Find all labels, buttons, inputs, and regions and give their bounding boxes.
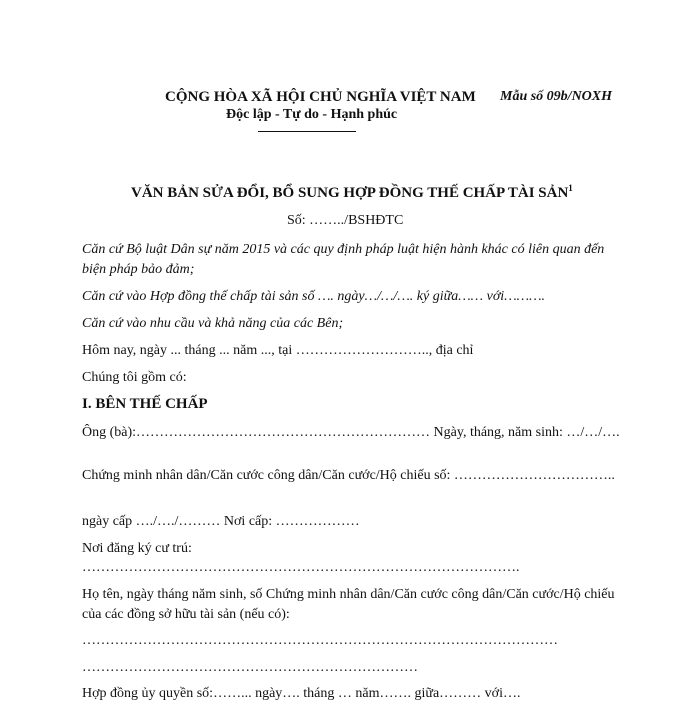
authorization-contract-field: Hợp đồng ủy quyền số:……... ngày…. tháng … năm……. giữa……… với…. [82, 686, 521, 701]
form-number: Mẫu số 09b/NOXH [500, 89, 613, 104]
co-owners-dots-2: ……………………………………………………………… [82, 660, 418, 675]
motto: Độc lập - Tự do - Hạnh phúc [226, 107, 398, 122]
motto-underline [258, 131, 356, 132]
co-owners-dots-1: ………………………………………………………………………………………… [82, 633, 558, 648]
preamble-needs: Căn cứ vào nhu cầu và khả năng của các Bên; [82, 316, 344, 331]
meeting-date-place: Hôm nay, ngày ... tháng ... năm ..., tại ……………………….., địa chỉ [82, 343, 474, 358]
mortgagor-id-field: Chứng minh nhân dân/Căn cước công dân/Căn cước/Hộ chiếu số: …………………………….. [82, 468, 615, 483]
mortgagor-name-field: Ông (bà):……………………………………………………… Ngày, tháng, năm sinh: …/…/…. [82, 425, 620, 440]
section-mortgagor-heading: I. BÊN THẾ CHẤP [82, 396, 208, 412]
document-number: Số: ……../BSHĐTC [287, 213, 404, 228]
document-title [131, 185, 573, 202]
residence-label: Nơi đăng ký cư trú: [82, 541, 192, 556]
residence-dots: …………………………………………………………………………………. [82, 560, 520, 575]
preamble-contract: Căn cứ vào Hợp đồng thế chấp tài sản số …. ngày…/…/…. ký giữa…… với………. [82, 289, 546, 304]
document-title-text: VĂN BẢN SỬA ĐỔI, BỔ SUNG HỢP ĐỒNG THẾ CHẤP TÀI SẢN [131, 185, 569, 201]
preamble-civil-code: Căn cứ Bộ luật Dân sự năm 2015 và các quy định pháp luật hiện hành khác có liên quan đến biện pháp bảo đảm; [82, 242, 605, 277]
footnote-marker: 1 [568, 183, 573, 193]
parties-intro: Chúng tôi gồm có: [82, 370, 187, 385]
co-owners-field: Họ tên, ngày tháng năm sinh, số Chứng minh nhân dân/Căn cước công dân/Căn cước/Hộ chiếu của các đồng sở hữu tài sản (nếu có): [82, 587, 615, 622]
id-issue-field: ngày cấp …./…./……… Nơi cấp: ……………… [82, 514, 360, 529]
nation-header: CỘNG HÒA XÃ HỘI CHỦ NGHĨA VIỆT NAM [165, 89, 476, 105]
